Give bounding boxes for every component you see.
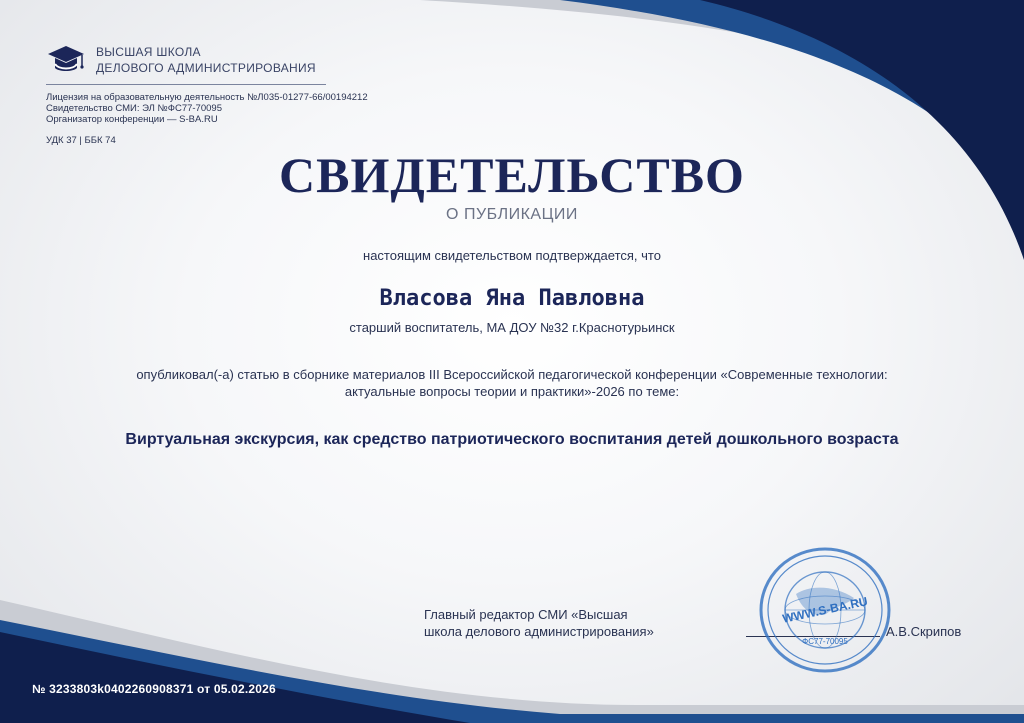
license-text: Лицензия на образовательную деятельность №Л035-01277-66/00194212 (46, 92, 368, 103)
confirm-text: настоящим свидетельством подтверждается, что (363, 248, 661, 263)
logo-line-2: ДЕЛОВОГО АДМИНИСТРИРОВАНИЯ (96, 61, 316, 75)
published-text: опубликовал(-а) статью в сборнике материалов III Всероссийской педагогической конференции «Современные технологии: актуальные вопросы теории и практики»-2026 по теме: (136, 367, 888, 399)
editor-line-1: Главный редактор СМИ «Высшая (424, 607, 628, 622)
certificate-subtitle: О ПУБЛИКАЦИИ (446, 206, 578, 223)
stamp-number: ФС77-70095 (802, 637, 848, 646)
certificate-title: СВИДЕТЕЛЬСТВО (279, 147, 745, 203)
person-position: старший воспитатель, МА ДОУ №32 г.Краснотурьинск (349, 320, 675, 335)
logo-line-1: ВЫСШАЯ ШКОЛА (96, 45, 201, 59)
logo (46, 42, 316, 78)
meta-info (46, 92, 368, 125)
stamp-url: WWW.S-BA.RU (781, 594, 869, 626)
editor-line-2: школа делового администрирования» (424, 624, 654, 639)
udk-text: УДК 37 | ББК 74 (46, 135, 116, 146)
official-stamp (756, 544, 894, 676)
signer-name: А.В.Скрипов (886, 624, 962, 639)
certificate-number: № 3233803k0402260908371 от 05.02.2026 (32, 682, 276, 696)
logo-divider (46, 84, 326, 85)
organizer-text: Организатор конференции — S-BA.RU (46, 114, 218, 125)
graduation-cap-icon (46, 42, 86, 78)
media-cert-text: Свидетельство СМИ: ЭЛ №ФС77-70095 (46, 103, 222, 114)
person-name: Власова Яна Павловна (379, 286, 645, 311)
editor-title (424, 606, 654, 640)
article-topic: Виртуальная экскурсия, как средство патриотического воспитания детей дошкольного возраста (125, 431, 899, 448)
logo-text (96, 44, 316, 76)
